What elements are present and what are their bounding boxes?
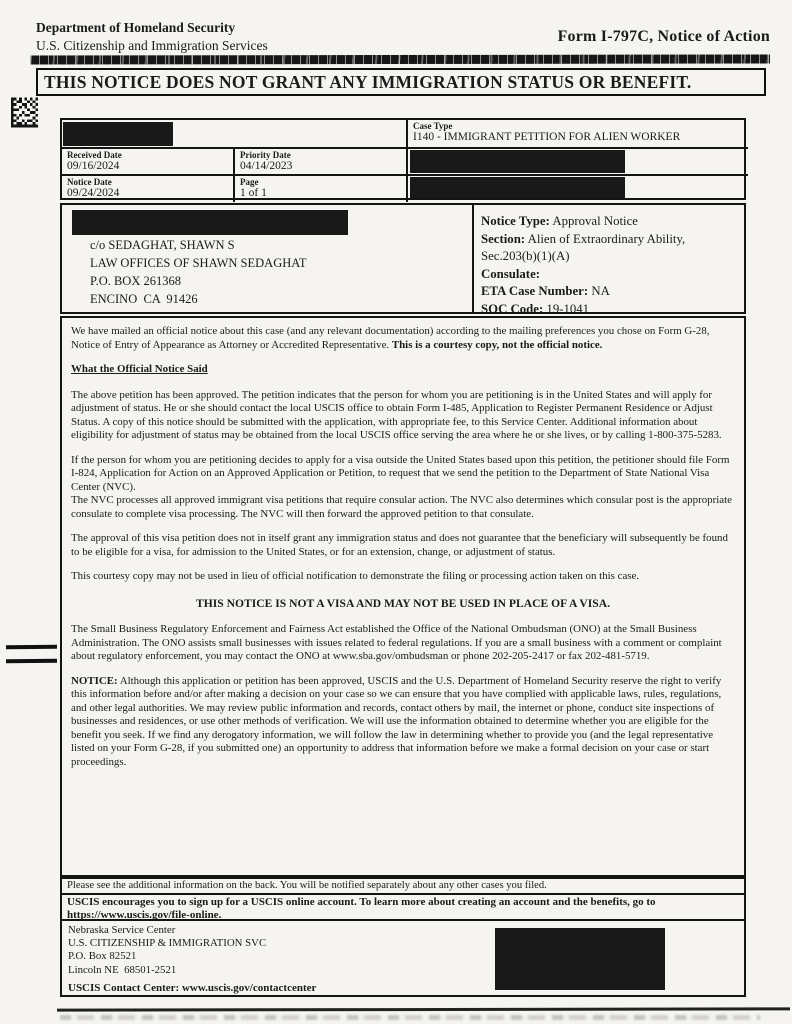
no-status-paragraph: The approval of this visa petition does not in itself grant any immigration status and does not guarantee that the beneficiary will subsequently be found to be eligible for a visa, for admission to the United States, or for an extension, change, or adjustment of status. [71,532,728,558]
approval-paragraph: The above petition has been approved. The petition indicates that the person for whom you are petitioning is in the United States and will apply for adjustment of status. He or she should contact the local USCIS office to obtain Form I-485, Application to Register Permanent Residence or Adjust Status. A copy of this notice should be submitted with the application, with appropriate fee, to this Service Center. Additional information about eligibility for adjustment of status may be obtained from the local USCIS office serving the area where he or she lives, or by calling 1-800-375-5283. [71,388,722,441]
bottom-rule [57,1007,790,1011]
contact-center-line: USCIS Contact Center: www.uscis.gov/contactcenter [68,982,317,994]
nvc-paragraph [71,454,735,522]
page-cell [233,174,406,202]
ombudsman-paragraph: The Small Business Regulatory Enforcement and Fairness Act established the Office of the National Ombudsman (ONO) at the Small Business Administration. The ONO assists small businesses with issues related to federal regulations. If you are a small business with a comment or complaint about regulatory enforcement, you may contact the ONO at www.sba.gov/ombudsman or phone 202-205-2417 or fax 202-481-5719. [71,623,722,662]
nvc-paragraph-part1: If the person for whom you are petitioning decides to apply for a visa outside the United States based upon this petition, the petitioner should file Form I-824, Application for Action on an Approved Application or Petition, to request that we send the petition to the Department of State National Visa Center (NVC). [71,453,730,493]
p1-bold-text: This is a courtesy copy, not the official notice. [391,338,603,351]
priority-date-value: 04/14/2023 [240,160,293,172]
service-center-address [68,924,266,977]
soc-label: SOC Code: [481,301,544,316]
case-type-value: I140 - IMMIGRANT PETITION FOR ALIEN WORKER [413,131,681,143]
beneficiary-name-redaction [410,177,625,198]
no-benefit-banner-text: THIS NOTICE DOES NOT GRANT ANY IMMIGRATION STATUS OR BENEFIT. [44,71,692,92]
no-benefit-banner [36,68,766,96]
receipt-number-redaction [63,122,173,146]
eta-row [481,283,685,301]
service-center-line: Lincoln NE 68501-2521 [68,963,177,976]
data-matrix-barcode-icon [11,97,38,128]
consulate-row: Consulate: [481,266,541,281]
address-line: ENCINO CA 91426 [90,292,198,306]
bottom-smudge-artifact [60,1015,760,1020]
received-date-cell [62,147,233,174]
eta-value: NA [588,284,610,299]
priority-date-cell [233,147,406,174]
service-center-line: P.O. Box 82521 [68,950,137,963]
section-label: Section: [481,231,526,246]
notice-type-label: Notice Type: [481,214,550,228]
addressee-section [60,203,746,314]
priority-date-label: Priority Date [240,150,291,160]
notice-type-value: Approval Notice [549,214,638,228]
notice-bold-label: NOTICE: [71,674,118,687]
notice-text: Although this application or petition has been approved, USCIS and the U.S. Department of Homeland Security reserve the right to verify this information before and/or after making a decision on your case so we can ensure that you have complied with applicable laws, rules, regulations, and other legal authorities. We may review public information and records, contact others by mail, the internet or phone, conduct site inspections of businesses and residences, or use other methods of verification. We will use the information obtained to determine whether you are eligible for the benefit you seek. If we find any derogatory information, we will follow the law in determining whether to provide you (and the legal representative listed on your Form G-28, if you submitted one) an opportunity to address that information before we make a formal decision on your case or start proceedings. [71,674,722,768]
address-line: c/o SEDAGHAT, SHAWN S [90,238,235,252]
agency-header [36,20,268,54]
notice-date-label: Notice Date [67,177,112,187]
margin-mark [6,645,57,650]
section-row [481,231,685,249]
not-a-visa-banner: THIS NOTICE IS NOT A VISA AND MAY NOT BE USED IN PLACE OF A VISA. [195,596,611,610]
section-row2: Sec.203(b)(1)(A) [481,249,570,264]
notice-details [481,213,685,319]
case-type-label: Case Type [413,121,453,131]
page-label: Page [240,177,259,187]
address-line: P.O. BOX 261368 [90,274,181,288]
case-type-cell [406,120,748,147]
notice-type-row [481,213,685,231]
received-date-label: Received Date [67,150,122,160]
footer-redaction [495,928,665,990]
addressee-divider [472,205,474,312]
notice-body [60,316,746,877]
official-notice-heading: What the Official Notice Said [71,363,208,375]
p1-text: We have mailed an official notice about this case (and any relevant documentation) according to the mailing preferences you chose on Form G-28, Notice of Entry of Appearance as Attorney or Accredited Representative. [71,325,710,351]
form-title: Form I-797C, Notice of Action [557,28,770,45]
service-center-line: U.S. CITIZENSHIP & IMMIGRATION SVC [68,937,267,950]
mailing-address [90,236,307,308]
nvc-paragraph-part2: The NVC processes all approved immigrant visa petitions that require consular action. The NVC also determines which consular post is the appropriate consulate to complete visa processing. The NVC will then forward the approved petition to that consulate. [71,494,732,520]
address-line: LAW OFFICES OF SHAWN SEDAGHAT [90,256,307,270]
petitioner-name-redaction [410,150,625,173]
agency-subname: U.S. Citizenship and Immigration Services [36,38,268,53]
eta-label: ETA Case Number: [481,284,589,299]
mailing-preferences-paragraph [71,325,735,352]
soc-value: 19-1041 [543,301,590,316]
section-value: Alien of Extraordinary Ability, [525,231,686,246]
header-divider-bar [30,54,770,64]
courtesy-copy-paragraph: This courtesy copy may not be used in lieu of official notification to demonstrate the filing or processing action taken on this case. [71,570,640,582]
addressee-name-redaction [72,210,348,235]
notice-date-value: 09/24/2024 [67,187,120,199]
agency-name: Department of Homeland Security [36,20,236,35]
online-account-row: USCIS encourages you to sign up for a USCIS online account. To learn more about creating an account and the benefits, go to https://www.uscis.gov/file-online. [60,893,746,921]
margin-mark [6,659,57,664]
verification-notice-paragraph [71,675,735,770]
received-date-value: 09/16/2024 [67,160,120,172]
back-info-row: Please see the additional information on the back. You will be notified separately about any other cases you filed. [60,877,746,895]
service-center-section [60,919,746,997]
case-data-table [60,118,746,200]
notice-date-cell [62,174,233,202]
service-center-line: Nebraska Service Center [68,924,176,936]
page-value: 1 of 1 [240,187,267,199]
